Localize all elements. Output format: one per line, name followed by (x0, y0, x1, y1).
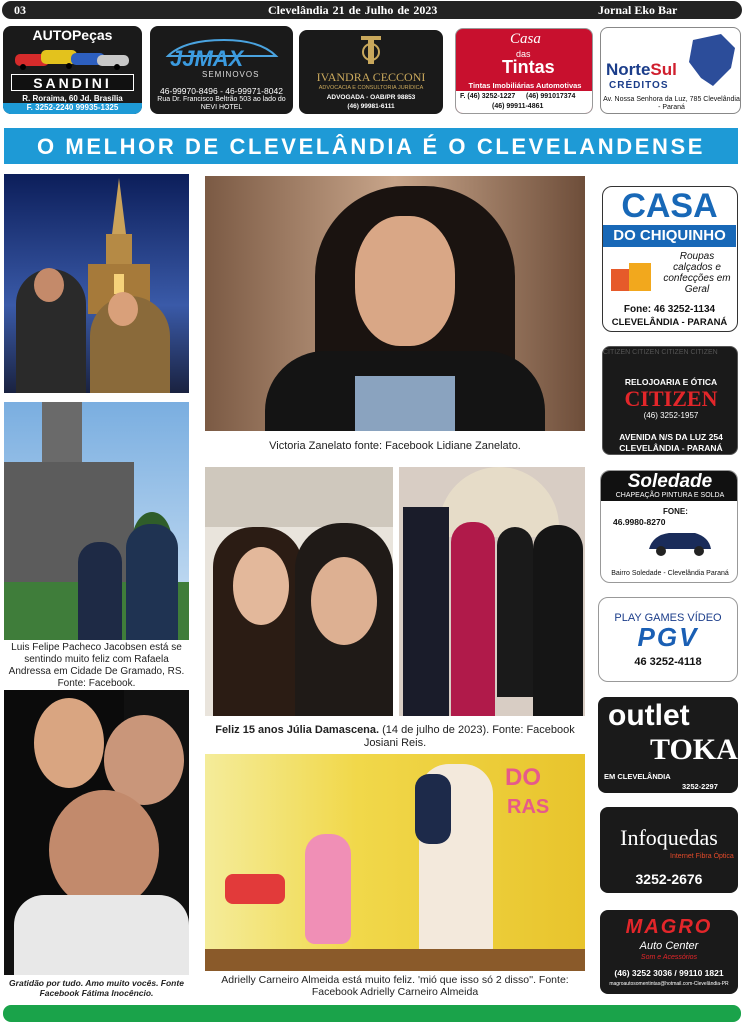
woman-figure (533, 525, 583, 716)
chiquinho-do: DO CHIQUINHO (603, 225, 736, 247)
photo-gramado-day (4, 402, 189, 640)
soledade-sub: CHAPEAÇÃO PINTURA E SOLDA (615, 492, 725, 499)
magro-phone: (46) 3252 3036 / 99110 1821 (614, 968, 724, 978)
man-face (34, 268, 64, 302)
caption-julia-rest: (14 de julho de 2023). Fonte: Facebook Josiani Reis. (363, 724, 575, 749)
nortesul-name (606, 60, 677, 80)
pgv-phone: 46 3252-4118 (634, 656, 702, 668)
ivandra-oab: ADVOGADA - OAB/PR 98853 (326, 94, 416, 101)
jjmax-sub: SEMINOVOS (202, 70, 260, 79)
outlet-toka: TOKA (650, 733, 738, 766)
baby-figure (415, 774, 451, 844)
citizen-band-top: CITIZEN CITIZEN CITIZEN CITIZEN (603, 349, 718, 356)
sandini-name: SANDINI (11, 74, 134, 91)
ivandra-sub: ADVOCACIA E CONSULTORIA JURÍDICA (318, 85, 424, 91)
nortesul-norte: Norte (606, 60, 651, 79)
photo-15-anos (399, 467, 585, 716)
ad-outlet-toka[interactable] (598, 697, 738, 793)
hall-ceiling (205, 467, 393, 527)
chiquinho-city: CLEVELÂNDIA - PARANÁ (611, 317, 728, 328)
caption-fatima: Gratidão por tudo. Amo muito vocês. Fonte Facebook Fátima Inocêncio. (9, 978, 184, 998)
caption-julia-bold: Feliz 15 anos Júlia Damascena. (215, 724, 380, 736)
car-icon (645, 525, 715, 557)
decor-text-1: DO (505, 764, 541, 791)
tintas-name: Tintas (502, 57, 555, 77)
ad-soledade[interactable] (600, 470, 738, 583)
floor (205, 949, 585, 971)
magro-sub2: Som e Acessórios (640, 954, 698, 961)
caption-luis: Luis Felipe Pacheco Jacobsen está se sentindo muito feliz com Rafaela Andressa em Cidade De Gramado, RS. Fonte: Facebook. (8, 642, 185, 689)
infoquedas-name: Infoquedas (620, 825, 718, 850)
soledade-phone: 46.9980-8270 (613, 517, 666, 527)
chiquinho-phone: Fone: 46 3252-1134 (623, 304, 716, 315)
magro-email: magroautosomentintas@hotmail.com-Clevelândia-PR (609, 981, 729, 987)
photo-festa-junina (205, 754, 585, 971)
ad-casa-das-tintas[interactable] (455, 28, 593, 114)
ad-citizen[interactable] (602, 346, 738, 455)
chiquinho-desc: Roupas calçados e confecções em Geral (663, 251, 731, 295)
elder-man-shirt (14, 895, 189, 975)
elder-man-face (49, 790, 159, 910)
photo-selfie (205, 467, 393, 716)
pgv-logo: PGV (637, 622, 699, 652)
photo-family (4, 690, 189, 975)
soledade-bairro: Bairro Soledade - Clevelândia Paraná (611, 570, 729, 577)
page-number: 03 (14, 3, 26, 17)
sandini-address: R. Roraima, 60 Jd. Brasília (22, 94, 123, 103)
ad-jjmax[interactable] (150, 26, 293, 114)
woman-face (108, 292, 138, 326)
outlet-city: EM CLEVELÂNDIA (604, 772, 671, 781)
pgv-title: PLAY GAMES VÍDEO (614, 612, 722, 624)
face (355, 216, 455, 346)
section-banner: O MELHOR DE CLEVELÂNDIA É O CLEVELANDENSE (4, 128, 738, 164)
outlet-title: outlet (608, 699, 690, 732)
jjmax-logo: JJMAX (170, 46, 244, 71)
tintas-contacts (456, 91, 593, 114)
citizen-phone: (46) 3252-1957 (643, 411, 699, 420)
decor-text-2: RAS (507, 796, 550, 818)
nortesul-sub: CRÉDITOS (609, 80, 669, 91)
citizen-name: CITIZEN (624, 386, 718, 411)
jjmax-address: Rua Dr. Francisco Beltrão 503 ao lado do NEVI HOTEL (157, 96, 286, 111)
edition-date: Clevelândia 21 de Julho de 2023 (268, 3, 438, 17)
tintas-casa: Casa (510, 31, 541, 47)
header-bar (2, 1, 742, 19)
ad-play-games[interactable] (598, 597, 738, 682)
man-figure (403, 507, 449, 716)
child-dress (305, 834, 351, 944)
tintas-sub: Tintas Imobiliárias Automotivas (468, 81, 582, 90)
citizen-address: AVENIDA N/S DA LUZ 254 (619, 432, 723, 442)
sandini-phones: F. 3252-2240 99935-1325 (3, 103, 142, 114)
woman-figure (78, 542, 122, 640)
soledade-fone-label: FONE: (663, 507, 688, 516)
chiquinho-casa: CASA (621, 187, 718, 225)
woman-face (311, 557, 377, 645)
nortesul-address: Av. Nossa Senhora da Luz, 785 Clevelândia - Paraná (603, 96, 740, 111)
citizen-title: RELOJOARIA E ÓTICA (624, 377, 718, 387)
magro-sub: Auto Center (639, 940, 699, 952)
ivandra-phone: (46) 99981-6111 (347, 103, 395, 110)
brazil-map-icon (683, 32, 737, 88)
ad-casa-do-chiquinho[interactable] (602, 186, 738, 332)
ad-infoquedas[interactable] (600, 807, 738, 893)
law-emblem-icon (357, 34, 385, 68)
outlet-phone: 3252-2297 (682, 782, 718, 791)
woman-left-face (34, 698, 104, 788)
magro-name: MAGRO (625, 916, 713, 938)
citizen-city: CLEVELÂNDIA - PARANÁ (619, 443, 723, 453)
caption-victoria: Victoria Zanelato fonte: Facebook Lidiane Zanelato. (269, 440, 521, 452)
infoquedas-sub: Internet Fibra Óptica (670, 853, 734, 860)
ad-magro[interactable] (600, 910, 738, 994)
overalls (355, 376, 455, 431)
tintas-phone2: (46) 991017374 (526, 93, 576, 100)
infoquedas-phone: 3252-2676 (635, 871, 703, 887)
nortesul-sul: Sul (650, 60, 677, 79)
girl-face (233, 547, 289, 625)
tintas-phone3: (46) 99911-4861 (492, 103, 544, 110)
jjmax-phones: 46-99970-8496 - 46-99971-8042 (160, 86, 283, 96)
paper-bow (225, 874, 285, 904)
cars-graphic (13, 44, 133, 72)
photo-gramado-night (4, 174, 189, 393)
tintas-das: das (516, 49, 531, 59)
girl-pink-dress (451, 522, 495, 716)
ad-sandini[interactable] (3, 26, 142, 114)
caption-julia (205, 724, 585, 750)
man-figure (126, 524, 178, 640)
ivandra-name: IVANDRA CECCONI (316, 70, 426, 84)
tintas-phone1: F. (46) 3252-1227 (460, 93, 516, 100)
footer-bar (3, 1005, 741, 1022)
girl-black-dress (497, 527, 533, 697)
caption-adrielly: Adrielly Carneiro Almeida está muito feliz. 'mió que isso só 2 disso''. Fonte: Facebook Adrielly Carneiro Almeida (221, 974, 569, 998)
ad-nortesul[interactable] (600, 27, 741, 114)
newspaper-name: Jornal Eko Bar (598, 3, 678, 17)
shopping-bags-icon (607, 257, 657, 297)
photo-victoria (205, 176, 585, 431)
ad-ivandra[interactable] (299, 30, 443, 114)
soledade-name: Soledade (627, 471, 713, 492)
sandini-top: AUTOPeças (32, 27, 113, 43)
